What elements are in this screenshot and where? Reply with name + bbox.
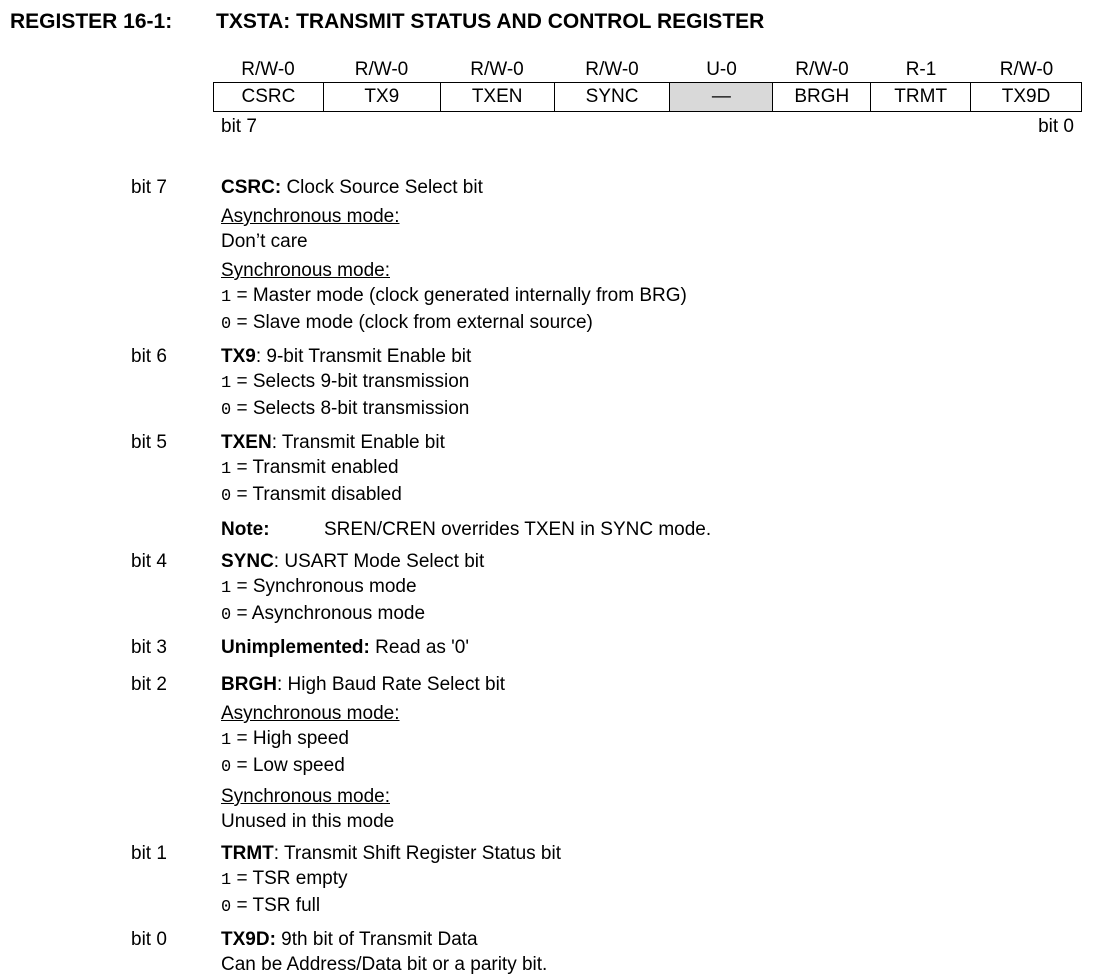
bit4-description (0, 549, 1094, 628)
register-title: TXSTA: TRANSMIT STATUS AND CONTROL REGISTER (216, 10, 765, 33)
bit6-label: bit 6 (131, 346, 167, 367)
access-bit2: R/W-0 (795, 59, 849, 80)
bit0-label: bit 0 (131, 929, 167, 950)
bit0-name: TX9D: (221, 929, 276, 950)
bit2-title: : High Baud Rate Select bit (276, 674, 506, 695)
bitname-bit0: TX9D (971, 83, 1082, 111)
bit6-text-1: = Selects 9-bit transmission (231, 371, 470, 392)
bit3-label: bit 3 (131, 637, 167, 658)
bit2-sync-text: Unused in this mode (221, 811, 395, 832)
bit5-value-1: 1 (221, 460, 232, 479)
bit0-text: Can be Address/Data bit or a parity bit. (221, 954, 548, 975)
bit1-name: TRMT (221, 843, 274, 864)
register-title-line (10, 10, 764, 34)
register-number: REGISTER 16-1: (10, 10, 173, 33)
access-bit7: R/W-0 (241, 59, 295, 80)
bit2-label: bit 2 (131, 674, 167, 695)
bitname-bit4: SYNC (555, 83, 671, 111)
bit4-name: SYNC (221, 551, 274, 572)
bit2-value-0: 0 (221, 758, 232, 777)
bit2-name: BRGH (221, 674, 277, 695)
bit6-text-0: = Selects 8-bit transmission (231, 398, 470, 419)
bit1-label: bit 1 (131, 843, 167, 864)
bit2-text-1: = High speed (231, 728, 349, 749)
bit4-text-1: = Synchronous mode (231, 576, 417, 597)
bit6-name: TX9 (221, 346, 256, 367)
bit5-title: : Transmit Enable bit (271, 432, 445, 453)
bit5-text-0: = Transmit disabled (231, 484, 402, 505)
bit2-text-0: = Low speed (231, 755, 345, 776)
access-bit0: R/W-0 (999, 59, 1054, 80)
bit4-title: : USART Mode Select bit (273, 551, 485, 572)
bit7-async-text: Don’t care (221, 231, 308, 252)
bit7-sync-heading: Synchronous mode: (221, 260, 390, 281)
register-bit-table (213, 57, 1082, 144)
bit7-description (0, 175, 1094, 337)
note-text: SREN/CREN overrides TXEN in SYNC mode. (324, 519, 712, 540)
bit5-label: bit 5 (131, 432, 167, 453)
bitname-bit7: CSRC (214, 83, 324, 111)
bitname-bit5: TXEN (441, 83, 555, 111)
bit1-value-0: 0 (221, 898, 232, 917)
bit6-value-1: 1 (221, 374, 232, 393)
bitname-bit6: TX9 (324, 83, 441, 111)
bit1-title: : Transmit Shift Register Status bit (273, 843, 561, 864)
bit6-title: : 9-bit Transmit Enable bit (255, 346, 472, 367)
bit5-text-1: = Transmit enabled (231, 457, 399, 478)
bit3-name: Unimplemented: (221, 637, 370, 658)
bit5-value-0: 0 (221, 487, 232, 506)
bit-descriptions (0, 175, 1094, 977)
bit7-text-0: = Slave mode (clock from external source) (231, 312, 593, 333)
access-bit1: R-1 (905, 59, 937, 80)
bit4-value-1: 1 (221, 579, 232, 598)
bit2-value-1: 1 (221, 731, 232, 750)
bit7-label: bit 7 (131, 177, 167, 198)
access-bit5: R/W-0 (470, 59, 524, 80)
bit7-name: CSRC: (221, 177, 282, 198)
bitname-bit1: TRMT (871, 83, 971, 111)
bit5-note (221, 517, 1094, 542)
bit7-value-0: 0 (221, 315, 232, 334)
bit5-name: TXEN (221, 432, 272, 453)
bit6-value-0: 0 (221, 401, 232, 420)
bit-range-labels (213, 116, 1082, 144)
bit1-value-1: 1 (221, 871, 232, 890)
bit1-text-1: = TSR empty (231, 868, 348, 889)
bit4-text-0: = Asynchronous mode (231, 603, 426, 624)
access-bit6: R/W-0 (354, 59, 409, 80)
bit-name-row (213, 82, 1082, 112)
access-row (213, 57, 1082, 82)
bit7-async-heading: Asynchronous mode: (221, 206, 400, 227)
access-bit3: U-0 (706, 59, 737, 80)
bitname-bit2: BRGH (773, 83, 871, 111)
lsb-label: bit 0 (1038, 116, 1074, 137)
bit2-description (0, 672, 1094, 834)
bit7-text-1: = Master mode (clock generated internally from BRG) (231, 285, 687, 306)
bit3-title: Read as '0' (369, 637, 470, 658)
bit3-description (0, 635, 1094, 660)
note-label: Note: (221, 519, 270, 540)
bitname-bit3: — (670, 83, 773, 111)
bit0-title: 9th bit of Transmit Data (275, 929, 478, 950)
bit1-text-0: = TSR full (231, 895, 321, 916)
bit7-value-1: 1 (221, 288, 232, 307)
bit0-description (0, 927, 1094, 977)
bit2-sync-heading: Synchronous mode: (221, 786, 390, 807)
bit4-label: bit 4 (131, 551, 167, 572)
msb-label: bit 7 (221, 116, 257, 137)
bit4-value-0: 0 (221, 606, 232, 625)
bit2-async-heading: Asynchronous mode: (221, 703, 400, 724)
bit1-description (0, 841, 1094, 920)
bit7-title: Clock Source Select bit (281, 177, 483, 198)
bit5-description (0, 430, 1094, 542)
bit6-description (0, 344, 1094, 423)
access-bit4: R/W-0 (585, 59, 639, 80)
